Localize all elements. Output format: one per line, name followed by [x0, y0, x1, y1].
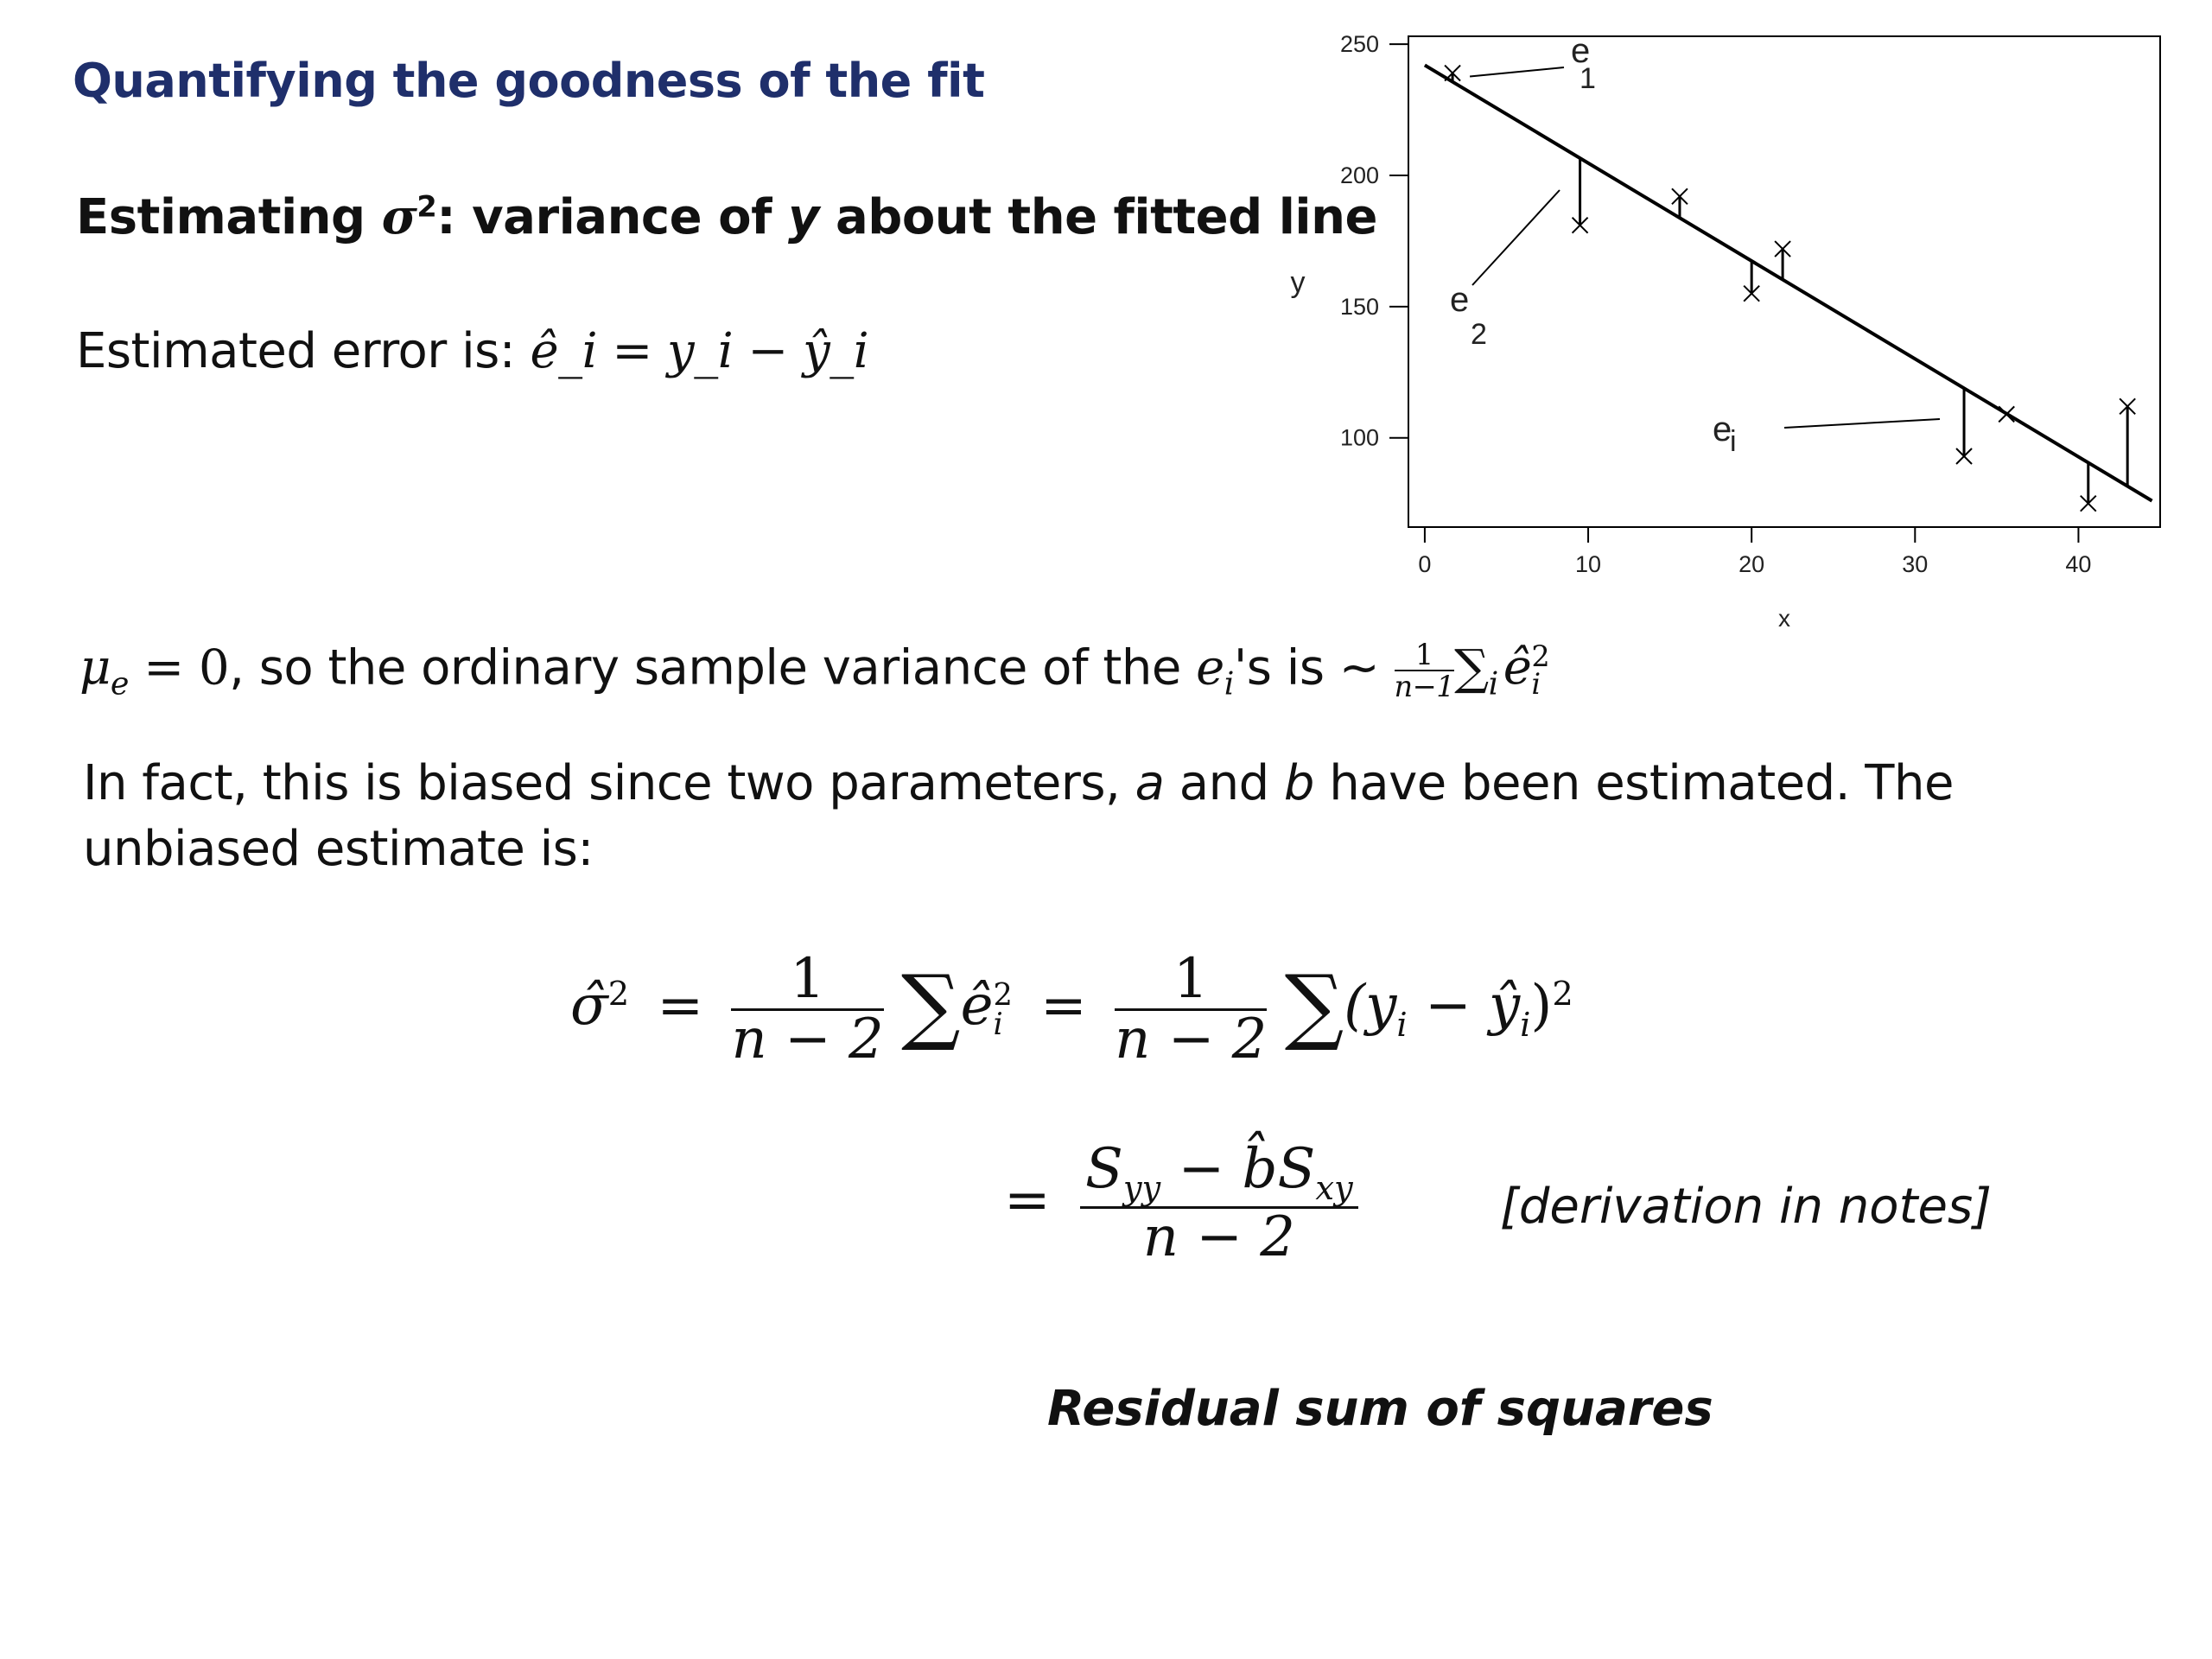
sigma-superscript: 2: [416, 189, 437, 224]
eq1-frac1-num: 1: [731, 950, 883, 1011]
eq2-s-sub: yy: [1122, 1168, 1161, 1208]
x-tick-label: 10: [1575, 551, 1602, 577]
param-b: b: [1283, 755, 1314, 811]
eq2-numerator: [1080, 1137, 1358, 1209]
mu-sum: ∑: [1454, 639, 1489, 696]
biased-text-b: have been estimated. The: [1313, 755, 1954, 811]
variance-equation: [570, 947, 1573, 1072]
eq1-fraction2: [1115, 947, 1268, 1072]
subheading-prefix: Estimating: [76, 189, 382, 245]
eq2-minus: −: [1160, 1137, 1243, 1201]
eq2-bs: b̂S: [1242, 1137, 1316, 1201]
slide-title: Quantifying the goodness of the fit: [73, 54, 985, 108]
eq1-term1: ê: [960, 974, 994, 1039]
eq1-term2-mid: − ŷ: [1407, 974, 1521, 1039]
subheading-middle: : variance of: [436, 189, 788, 245]
sigma-hat: σ̂: [570, 974, 608, 1039]
annotation-leader: [1472, 190, 1560, 285]
mu-sum-sub: i: [1488, 664, 1498, 702]
mu-term-sup: 2: [1531, 639, 1550, 674]
eq1-frac2-den: n − 2: [1115, 1007, 1268, 1072]
eq1-fraction1: [731, 947, 884, 1072]
mu-frac-num: 1: [1395, 639, 1455, 671]
subheading: [76, 188, 1377, 245]
y-tick-label: 250: [1339, 31, 1379, 58]
mu-term-sub: i: [1531, 667, 1541, 702]
mu-fraction: [1395, 639, 1455, 702]
x-tick-label: 40: [2065, 551, 2092, 577]
y-axis-label: y: [1290, 266, 1306, 299]
subheading-var: y: [787, 189, 819, 245]
ei-symbol: e: [1196, 639, 1224, 696]
eq1-term2-sup: 2: [1552, 974, 1573, 1014]
annotation-subscript: 2: [1471, 318, 1487, 351]
eq1-sum1: ∑: [901, 957, 961, 1054]
annotation-subscript: 1: [1580, 62, 1596, 95]
eq1-term1-scripts: [993, 977, 1013, 1042]
mu-line: [79, 639, 1549, 702]
estimated-error-label: Estimated error is:: [76, 323, 531, 379]
estimated-error-line: [76, 323, 868, 379]
annotation-leader: [1784, 419, 1940, 428]
eq2-bs-sub: xy: [1315, 1168, 1353, 1208]
eq1-frac1-den: n − 2: [731, 1007, 884, 1072]
y-tick-label: 150: [1339, 293, 1379, 320]
eq1-frac2-num: 1: [1115, 950, 1267, 1011]
mu-sub: e: [110, 664, 129, 702]
eq1-term2-sub: i: [1396, 1005, 1408, 1045]
biased-and: and: [1164, 755, 1284, 811]
annotation-label: e: [1450, 281, 1470, 319]
y-tick-label: 200: [1339, 162, 1379, 188]
mu-symbol: μ: [79, 639, 111, 696]
x-tick-label: 30: [1902, 551, 1929, 577]
eq2-equals: =: [1004, 1167, 1051, 1232]
annotation-label: e: [1571, 32, 1591, 70]
param-a: a: [1135, 755, 1165, 811]
mu-frac-den: n−1: [1394, 670, 1455, 704]
x-tick-label: 20: [1738, 551, 1765, 577]
biased-line-1: [83, 755, 1954, 811]
sigma-hat-sup: 2: [607, 974, 630, 1014]
biased-line-2: unbiased estimate is:: [83, 821, 594, 877]
sxx-equation: [1004, 1137, 1358, 1270]
sigma-symbol: σ: [381, 188, 417, 245]
eq1-equals2: =: [1040, 974, 1087, 1039]
eq2-fraction: [1080, 1137, 1358, 1270]
biased-text-a: In fact, this is biased since two parameters,: [83, 755, 1135, 811]
ei-sub: i: [1224, 664, 1234, 702]
eq2-denominator: n − 2: [1142, 1205, 1295, 1270]
annotation-subscript: i: [1730, 425, 1737, 458]
eq1-term2: (y: [1344, 974, 1397, 1039]
x-axis-label: x: [1778, 605, 1790, 632]
eq1-equals: =: [657, 974, 704, 1039]
eq1-term1-sub: i: [993, 1006, 1003, 1042]
eq1-sum2: ∑: [1284, 957, 1344, 1054]
annotation-leader: [1470, 67, 1564, 77]
subheading-suffix: about the fitted line: [818, 189, 1377, 245]
eq2-s: S: [1084, 1137, 1123, 1201]
annotation-label: e: [1713, 410, 1732, 448]
mu-term: ê: [1503, 639, 1532, 696]
mu-eq: = 0: [128, 639, 230, 696]
estimated-error-formula: ê_i = y_i − ŷ_i: [530, 323, 869, 379]
y-tick-label: 100: [1339, 424, 1379, 451]
mu-text2: 's is ~: [1233, 639, 1395, 696]
derivation-note: [derivation in notes]: [1500, 1179, 1992, 1235]
residual-chart: [1279, 17, 2177, 639]
fitted-line: [1425, 65, 2152, 500]
mu-text: , so the ordinary sample variance of the: [229, 639, 1197, 696]
eq1-term2-sub2: i: [1520, 1005, 1531, 1045]
eq1-term1-sup: 2: [993, 977, 1013, 1014]
x-tick-label: 0: [1418, 551, 1432, 577]
data-point: [1999, 406, 2014, 422]
mu-term-scripts: [1531, 639, 1550, 702]
eq1-term2-end: ): [1530, 974, 1553, 1039]
rss-label: Residual sum of squares: [1047, 1381, 1713, 1437]
